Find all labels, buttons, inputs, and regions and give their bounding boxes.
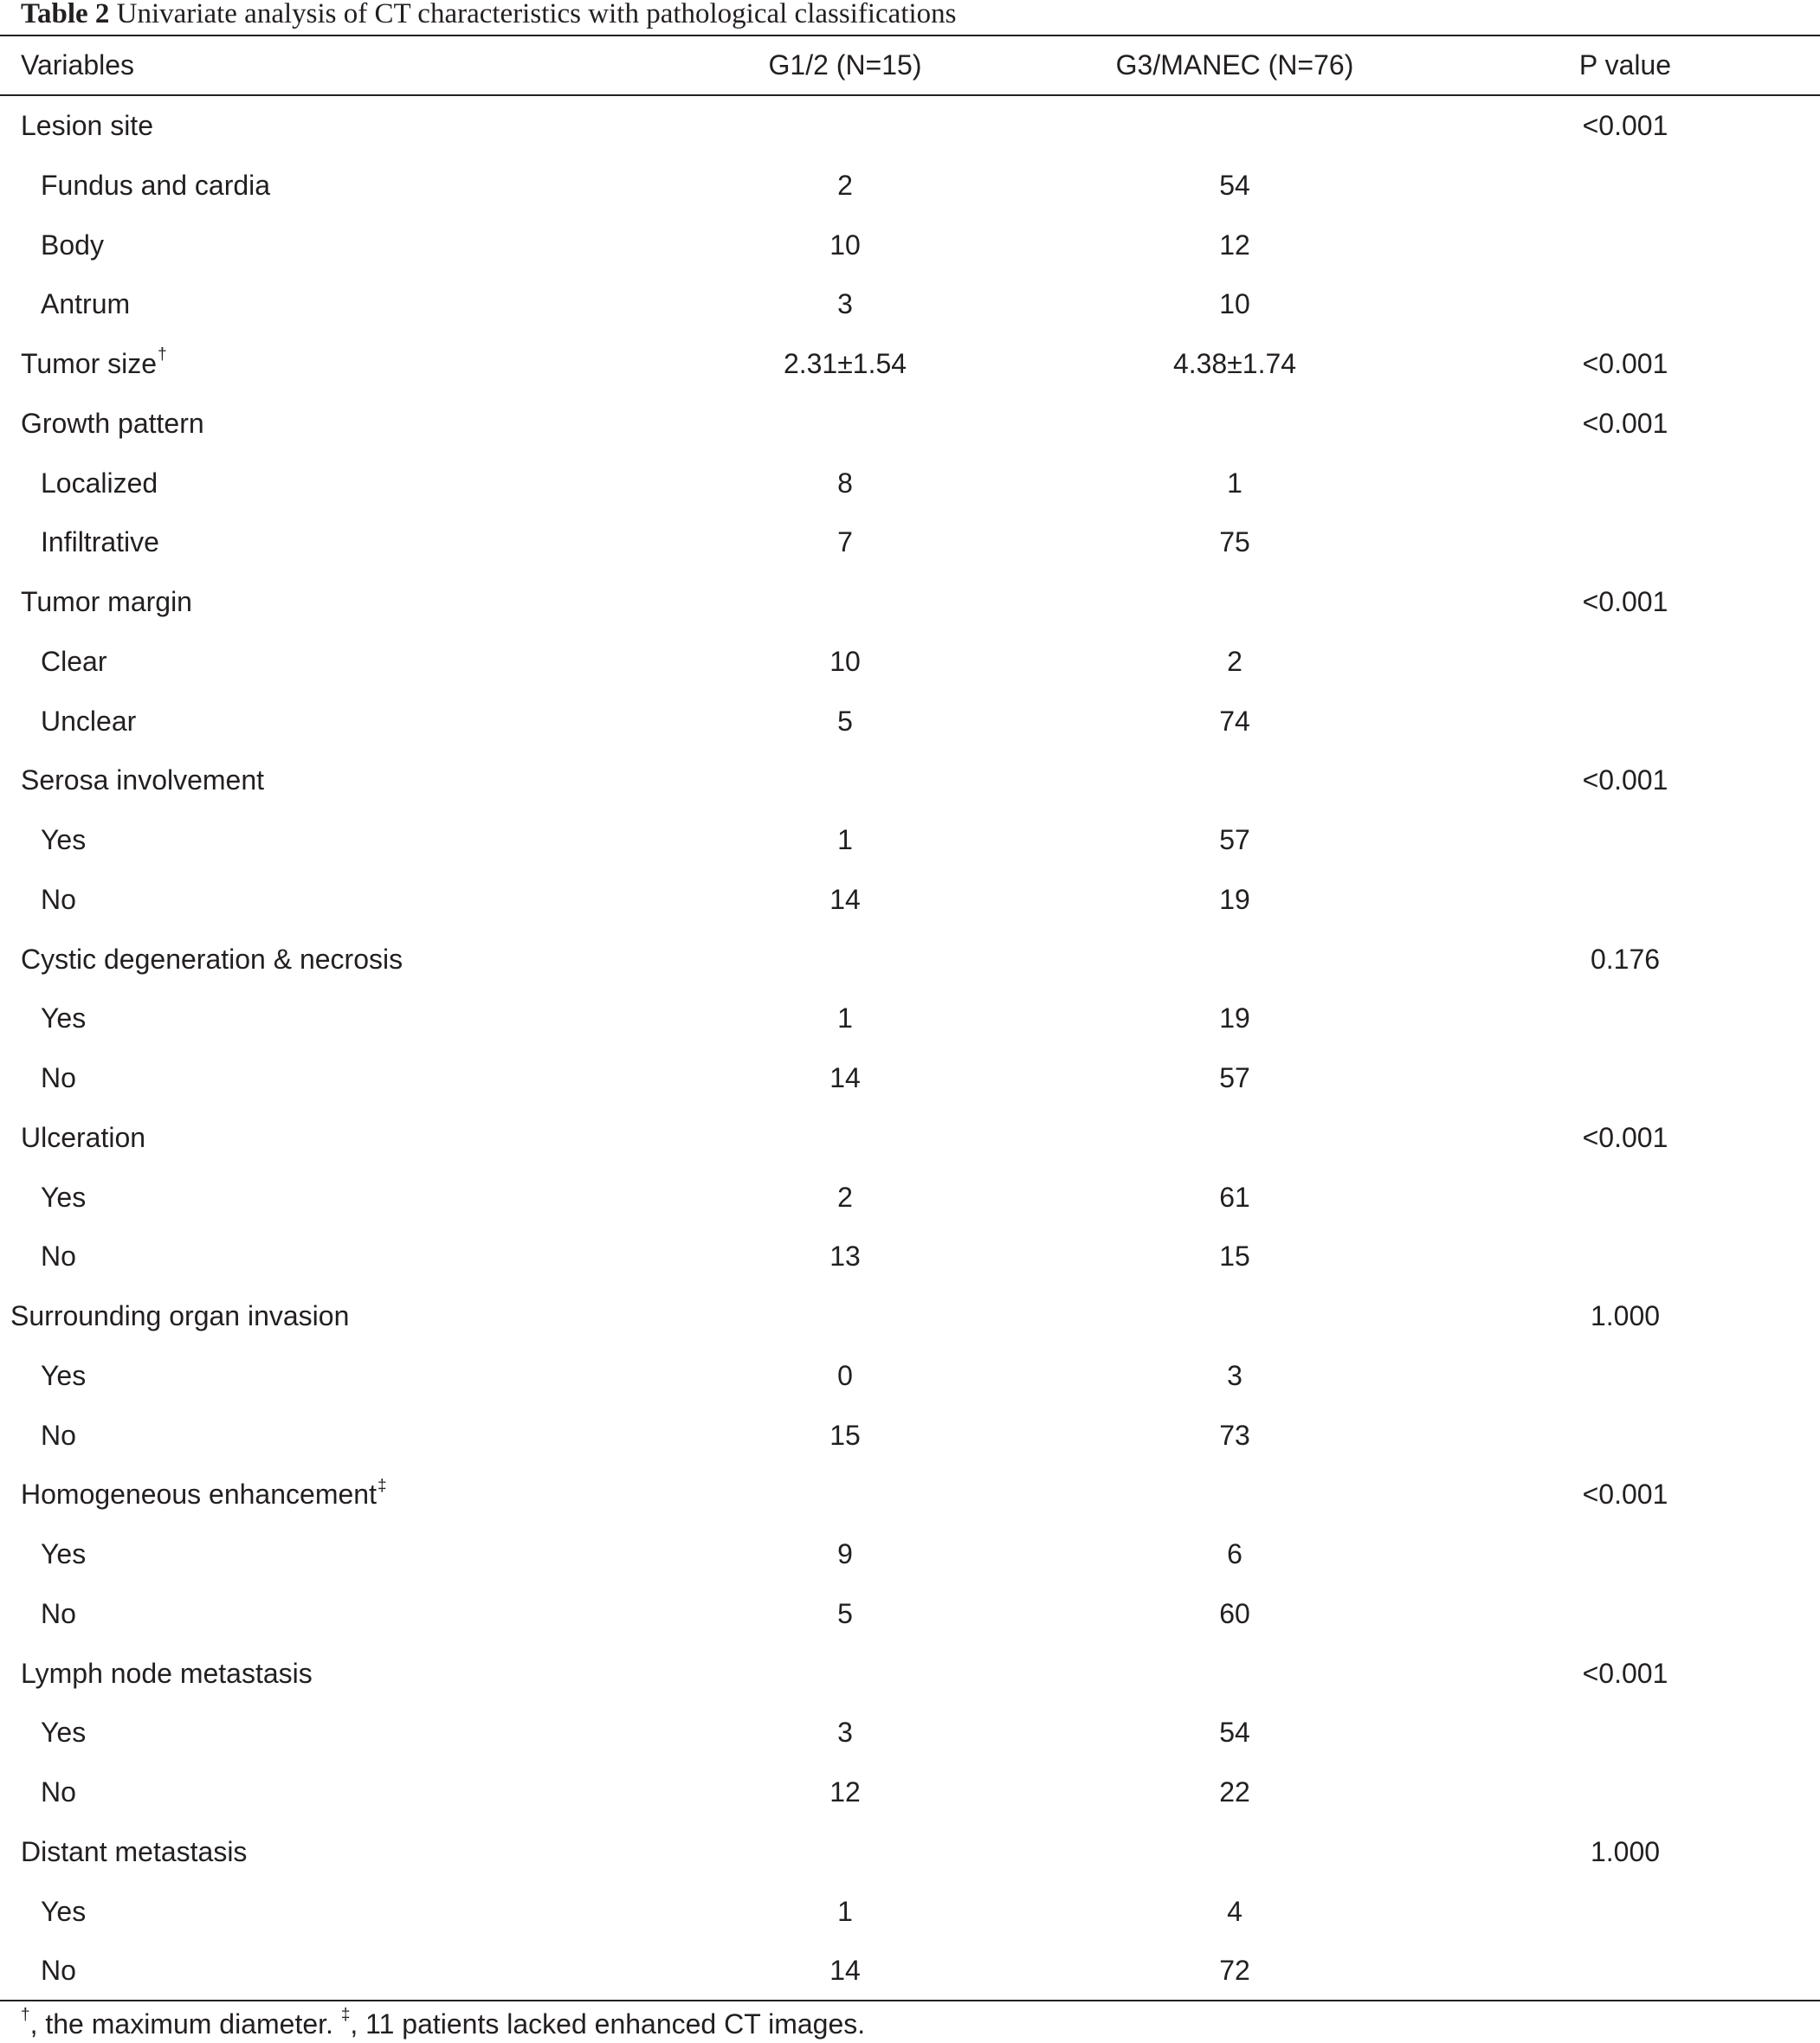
cell-g12: 8 — [837, 467, 853, 499]
table-row-variable — [0, 751, 1820, 810]
table-row-subcategory — [0, 1524, 1820, 1584]
table-row-variable — [0, 96, 1820, 156]
cell-g12: 14 — [829, 883, 861, 915]
cell-g3-manec: 1 — [1227, 467, 1242, 499]
row-label-text: Yes — [41, 1002, 87, 1034]
header-g12: G1/2 (N=15) — [768, 49, 922, 81]
row-label-text: Fundus and cardia — [41, 169, 271, 201]
row-label-text: Serosa involvement — [21, 764, 265, 796]
row-label — [21, 1108, 145, 1168]
table-row-variable — [0, 1286, 1820, 1346]
row-label-text: Yes — [41, 824, 87, 855]
row-label-text: Surrounding organ invasion — [10, 1300, 350, 1331]
table-row-variable — [0, 1822, 1820, 1882]
table-caption — [21, 0, 957, 36]
cell-g3-manec: 22 — [1219, 1776, 1250, 1808]
row-label-text: Localized — [41, 467, 158, 499]
row-label — [21, 572, 192, 632]
footnote-double-dagger-text: , 11 patients lacked enhanced CT images. — [350, 2008, 866, 2040]
row-label — [41, 1168, 86, 1228]
row-label-text: Unclear — [41, 705, 137, 737]
cell-g12: 5 — [837, 1597, 853, 1629]
row-label — [21, 334, 167, 394]
cell-g12: 1 — [837, 1002, 853, 1034]
row-label — [41, 1406, 76, 1466]
row-label-text: Clear — [41, 645, 107, 677]
table-row-subcategory — [0, 692, 1820, 751]
cell-g12: 2.31±1.54 — [783, 348, 907, 379]
row-label — [41, 156, 270, 216]
row-label — [41, 632, 106, 692]
row-label — [21, 1465, 387, 1524]
table-row-subcategory — [0, 1346, 1820, 1406]
table-row-variable — [0, 930, 1820, 989]
table-row-subcategory — [0, 156, 1820, 216]
row-label — [41, 512, 159, 572]
cell-g12: 14 — [829, 1955, 861, 1987]
table-row-subcategory — [0, 1703, 1820, 1763]
cell-g12: 3 — [837, 288, 853, 320]
cell-g3-manec: 6 — [1227, 1538, 1242, 1569]
row-label-text: Yes — [41, 1359, 87, 1391]
table-footnote — [21, 2005, 865, 2043]
row-label-text: Lymph node metastasis — [21, 1657, 313, 1689]
cell-p-value: <0.001 — [1582, 586, 1668, 617]
row-label — [41, 1584, 76, 1644]
row-label — [41, 1703, 86, 1763]
row-label-text: Tumor size — [21, 348, 158, 379]
cell-g12: 5 — [837, 705, 853, 737]
row-label-text: Homogeneous enhancement — [21, 1479, 377, 1511]
header-p-value: P value — [1578, 49, 1672, 81]
row-label-text: Infiltrative — [41, 526, 159, 558]
cell-g3-manec: 73 — [1219, 1419, 1250, 1451]
cell-g3-manec: 10 — [1219, 288, 1250, 320]
row-label-text: No — [41, 1241, 76, 1273]
table-header-row — [0, 36, 1820, 94]
row-label — [21, 1822, 247, 1882]
footnote-dagger-text: , the maximum diameter. — [29, 2008, 341, 2040]
footnote-dagger-mark: † — [21, 2006, 30, 2025]
row-footnote-mark: † — [158, 345, 167, 364]
table-row-subcategory — [0, 1227, 1820, 1286]
table-row-variable — [0, 334, 1820, 394]
cell-g3-manec: 72 — [1219, 1955, 1250, 1987]
cell-g12: 1 — [837, 824, 853, 855]
table-row-subcategory — [0, 1168, 1820, 1228]
row-label-text: No — [41, 1597, 76, 1629]
cell-g3-manec: 75 — [1219, 526, 1250, 558]
table-row-subcategory — [0, 1048, 1820, 1108]
row-label-text: No — [41, 1062, 76, 1093]
row-label-text: Cystic degeneration & necrosis — [21, 943, 403, 975]
table-row-subcategory — [0, 1584, 1820, 1644]
footnote-double-dagger-mark: ‡ — [340, 2006, 351, 2025]
cell-p-value: 1.000 — [1590, 1300, 1661, 1331]
cell-g3-manec: 2 — [1227, 645, 1242, 677]
table-row-subcategory — [0, 989, 1820, 1048]
cell-g3-manec: 57 — [1219, 1062, 1250, 1093]
table-row-subcategory — [0, 274, 1820, 334]
cell-g12: 7 — [837, 526, 853, 558]
row-label-text: No — [41, 1419, 76, 1451]
cell-g3-manec: 60 — [1219, 1597, 1250, 1629]
row-label-text: Tumor margin — [21, 586, 192, 617]
cell-p-value: <0.001 — [1582, 1121, 1668, 1153]
row-label-text: No — [41, 883, 76, 915]
table-row-subcategory — [0, 454, 1820, 513]
cell-g12: 1 — [837, 1895, 853, 1927]
row-label — [41, 870, 76, 930]
row-label — [21, 930, 403, 989]
header-g3-manec: G3/MANEC (N=76) — [1115, 49, 1354, 81]
cell-g3-manec: 19 — [1219, 1002, 1250, 1034]
row-label — [41, 1524, 86, 1584]
cell-g12: 13 — [829, 1241, 861, 1273]
cell-g3-manec: 3 — [1227, 1359, 1242, 1391]
table-row-subcategory — [0, 1882, 1820, 1942]
cell-g12: 15 — [829, 1419, 861, 1451]
table-row-subcategory — [0, 1406, 1820, 1466]
row-label-text: No — [41, 1776, 76, 1808]
cell-p-value: <0.001 — [1582, 407, 1668, 439]
table-caption-text: Univariate analysis of CT characteristics with pathological classifications — [116, 0, 957, 29]
cell-g3-manec: 74 — [1219, 705, 1250, 737]
table-row-subcategory — [0, 632, 1820, 692]
row-label-text: Growth pattern — [21, 407, 204, 439]
table-row-subcategory — [0, 870, 1820, 930]
cell-p-value: 0.176 — [1590, 943, 1661, 975]
cell-g12: 14 — [829, 1062, 861, 1093]
header-variables: Variables — [21, 49, 135, 81]
cell-g12: 9 — [837, 1538, 853, 1569]
row-label-text: Antrum — [41, 288, 131, 320]
row-label — [41, 1227, 76, 1286]
row-label — [41, 810, 86, 870]
table-row-variable — [0, 1644, 1820, 1704]
row-label-text: Ulceration — [21, 1121, 146, 1153]
row-label-text: Yes — [41, 1895, 87, 1927]
row-label — [21, 394, 204, 454]
cell-g3-manec: 19 — [1219, 883, 1250, 915]
cell-g12: 10 — [829, 645, 861, 677]
row-label — [41, 1941, 76, 2001]
row-label — [41, 1346, 86, 1406]
row-label-text: Yes — [41, 1181, 87, 1213]
row-label-text: Yes — [41, 1538, 87, 1569]
table-row-variable — [0, 394, 1820, 454]
row-label-text: Yes — [41, 1717, 87, 1749]
cell-g12: 12 — [829, 1776, 861, 1808]
row-label-text: No — [41, 1955, 76, 1987]
row-label — [21, 1644, 313, 1704]
cell-p-value: <0.001 — [1582, 1479, 1668, 1511]
table-bottom-rule — [0, 2000, 1820, 2001]
cell-p-value: <0.001 — [1582, 110, 1668, 141]
row-label — [10, 1286, 349, 1346]
cell-g3-manec: 54 — [1219, 169, 1250, 201]
cell-p-value: <0.001 — [1582, 764, 1668, 796]
row-label — [21, 96, 153, 156]
row-label-text: Lesion site — [21, 110, 153, 141]
row-label-text: Distant metastasis — [21, 1835, 248, 1867]
table-row-subcategory — [0, 216, 1820, 275]
row-label — [21, 751, 264, 810]
row-label — [41, 692, 136, 751]
table-row-subcategory — [0, 1763, 1820, 1822]
table-row-variable — [0, 1465, 1820, 1524]
row-label — [41, 274, 130, 334]
cell-g12: 2 — [837, 1181, 853, 1213]
cell-p-value: 1.000 — [1590, 1835, 1661, 1867]
table-caption-label: Table 2 — [21, 0, 110, 29]
table-row-subcategory — [0, 512, 1820, 572]
table-row-subcategory — [0, 1941, 1820, 2001]
row-footnote-mark: ‡ — [377, 1476, 387, 1495]
cell-g3-manec: 4 — [1227, 1895, 1242, 1927]
cell-g3-manec: 15 — [1219, 1241, 1250, 1273]
row-label — [41, 989, 86, 1048]
cell-g3-manec: 12 — [1219, 229, 1250, 261]
row-label — [41, 1048, 76, 1108]
cell-p-value: <0.001 — [1582, 348, 1668, 379]
table-row-variable — [0, 572, 1820, 632]
table-body — [0, 96, 1820, 2001]
row-label — [41, 454, 158, 513]
cell-g12: 0 — [837, 1359, 853, 1391]
cell-g12: 10 — [829, 229, 861, 261]
row-label — [41, 216, 104, 275]
row-label — [41, 1763, 76, 1822]
cell-g3-manec: 61 — [1219, 1181, 1250, 1213]
table-row-variable — [0, 1108, 1820, 1168]
cell-g3-manec: 54 — [1219, 1717, 1250, 1749]
row-label — [41, 1882, 86, 1942]
row-label-text: Body — [41, 229, 104, 261]
cell-g3-manec: 4.38±1.74 — [1172, 348, 1297, 379]
cell-p-value: <0.001 — [1582, 1657, 1668, 1689]
table-row-subcategory — [0, 810, 1820, 870]
cell-g12: 3 — [837, 1717, 853, 1749]
cell-g3-manec: 57 — [1219, 824, 1250, 855]
cell-g12: 2 — [837, 169, 853, 201]
